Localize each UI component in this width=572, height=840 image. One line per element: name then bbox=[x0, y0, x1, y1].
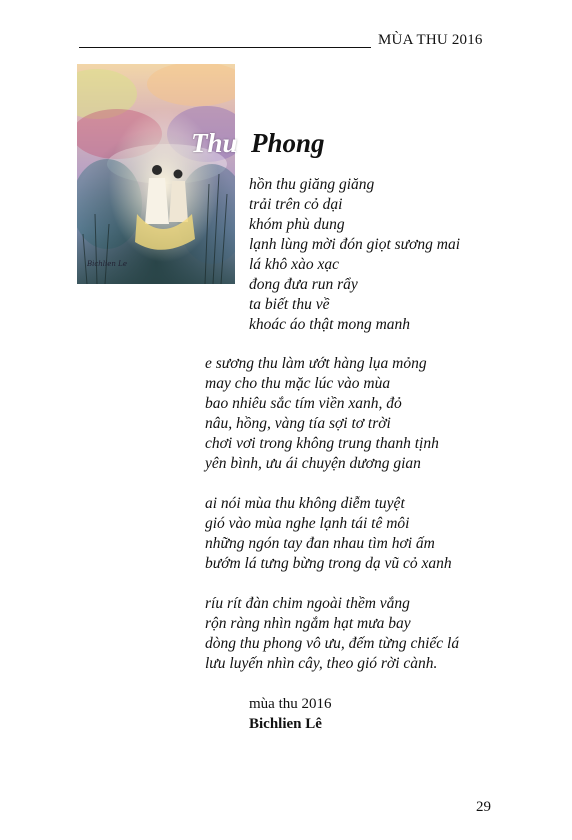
watercolor-painting bbox=[77, 64, 235, 284]
poem-line: may cho thu mặc lúc vào mùa bbox=[205, 375, 391, 392]
stanza-3 bbox=[205, 494, 452, 574]
poem-line: gió vào mùa nghe lạnh tái tê môi bbox=[205, 515, 410, 532]
poem-line: lá khô xào xạc bbox=[249, 256, 339, 273]
stanza-2 bbox=[205, 354, 439, 474]
header-rule bbox=[79, 47, 371, 48]
poem-line: ta biết thu về bbox=[249, 296, 330, 313]
poem-title-word-1: Thu bbox=[191, 128, 238, 158]
poem-line: ai nói mùa thu không diễm tuyệt bbox=[205, 495, 405, 512]
stanza-4 bbox=[205, 594, 459, 674]
poem-line: trải trên cỏ dại bbox=[249, 196, 343, 213]
poem-title-word-2: Phong bbox=[251, 128, 325, 158]
poem-line: rộn ràng nhìn ngắm hạt mưa bay bbox=[205, 615, 411, 632]
illustration bbox=[77, 64, 235, 284]
poem-line: yên bình, ưu ái chuyện dương gian bbox=[205, 455, 421, 472]
signature-date: mùa thu 2016 bbox=[249, 696, 332, 712]
poem-line: chơi vơi trong không trung thanh tịnh bbox=[205, 435, 439, 452]
poem-line: lưu luyến nhìn cây, theo gió rời cành. bbox=[205, 655, 438, 672]
painting-signature: Bichlien Le bbox=[87, 260, 127, 268]
poem-line: đong đưa run rẩy bbox=[249, 276, 358, 293]
poem-line: lạnh lùng mời đón giọt sương mai bbox=[249, 236, 461, 253]
signature-block bbox=[249, 694, 332, 734]
signature-author: Bichlien Lê bbox=[249, 716, 322, 732]
poem-line: ríu rít đàn chim ngoài thềm vắng bbox=[205, 595, 410, 612]
poem-line: khoác áo thật mong manh bbox=[249, 316, 411, 333]
poem-line: e sương thu làm ướt hàng lụa mỏng bbox=[205, 355, 427, 372]
page-number: 29 bbox=[476, 799, 491, 815]
poem-line: hồn thu giăng giăng bbox=[249, 176, 375, 193]
poem-line: bướm lá tưng bừng trong dạ vũ cỏ xanh bbox=[205, 555, 452, 572]
poem-line: nâu, hồng, vàng tía sợi tơ trời bbox=[205, 415, 391, 432]
poem-line: bao nhiêu sắc tím viền xanh, đỏ bbox=[205, 395, 402, 412]
poem-line: dòng thu phong vô ưu, đếm từng chiếc lá bbox=[205, 635, 460, 652]
poem-line: những ngón tay đan nhau tìm hơi ấm bbox=[205, 535, 435, 552]
stanza-1 bbox=[249, 175, 460, 335]
header-title: MÙA THU 2016 bbox=[378, 32, 483, 48]
poem-line: khóm phù dung bbox=[249, 216, 345, 233]
